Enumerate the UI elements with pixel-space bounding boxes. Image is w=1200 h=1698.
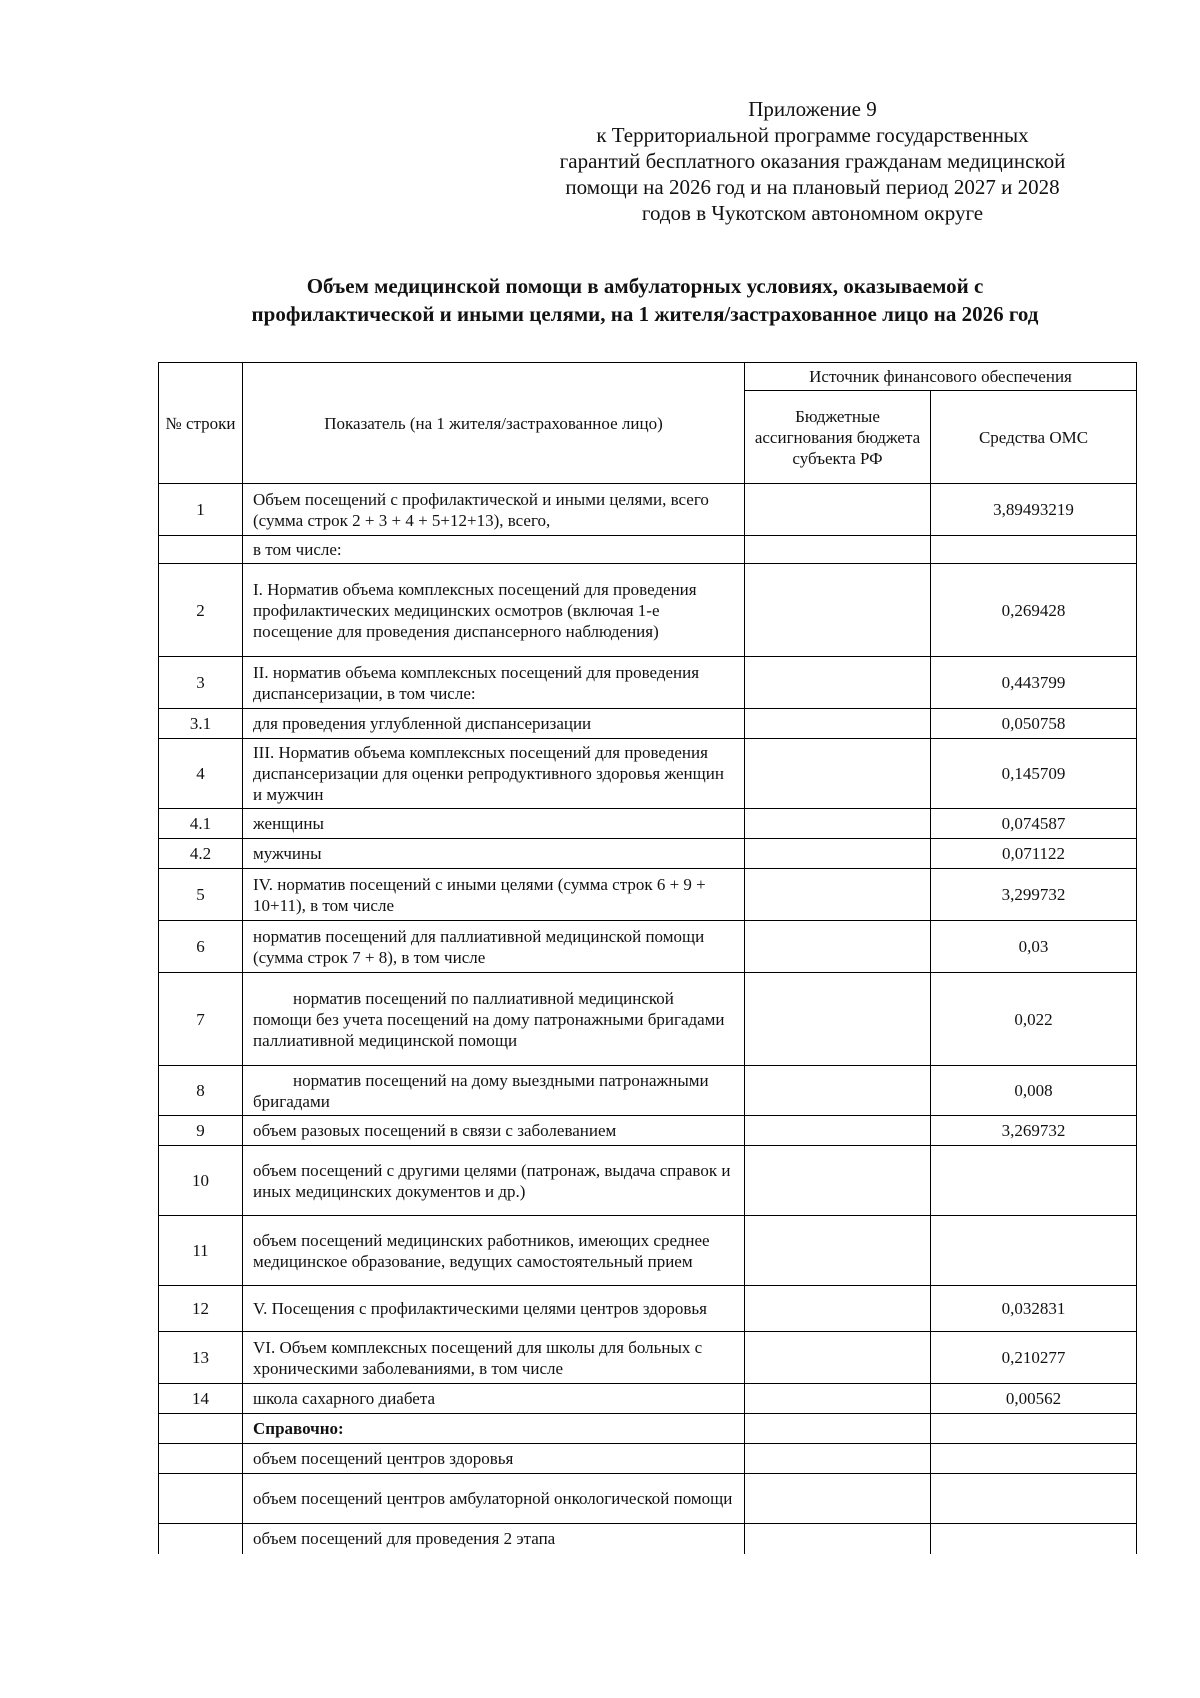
row-budget [745, 1216, 931, 1286]
table-row [159, 657, 1137, 709]
appendix-line: гарантий бесплатного оказания гражданам медицинской [559, 149, 1066, 173]
row-text: норматив посещений по паллиативной медицинской помощи без учета посещений на дому патронажными бригадами паллиативной медицинской помощи [243, 973, 745, 1066]
row-text: Объем посещений с профилактической и иными целями, всего (сумма строк 2 + 3 + 4 + 5+12+13), всего, [243, 484, 745, 536]
row-text: норматив посещений на дому выездными патронажными бригадами [243, 1066, 745, 1116]
row-budget [745, 1444, 931, 1474]
row-oms: 0,008 [931, 1066, 1137, 1116]
row-oms [931, 1216, 1137, 1286]
row-oms: 3,269732 [931, 1116, 1137, 1146]
row-budget [745, 1066, 931, 1116]
row-oms [931, 1474, 1137, 1524]
row-oms [931, 1414, 1137, 1444]
row-budget [745, 1146, 931, 1216]
row-num: 6 [159, 921, 243, 973]
row-num: 10 [159, 1146, 243, 1216]
table-row [159, 869, 1137, 921]
row-text: объем посещений с другими целями (патронаж, выдача справок и иных медицинских документов и др.) [243, 1146, 745, 1216]
table-row [159, 1216, 1137, 1286]
row-oms: 0,032831 [931, 1286, 1137, 1332]
table-row [159, 921, 1137, 973]
row-num: 14 [159, 1384, 243, 1414]
row-oms: 3,299732 [931, 869, 1137, 921]
row-oms: 0,050758 [931, 709, 1137, 739]
document-title [150, 272, 1140, 328]
title-line-1: Объем медицинской помощи в амбулаторных условиях, оказываемой с [306, 274, 984, 298]
row-num: 8 [159, 1066, 243, 1116]
row-oms: 3,89493219 [931, 484, 1137, 536]
row-text: женщины [243, 809, 745, 839]
row-text: Справочно: [243, 1414, 745, 1444]
row-text: в том числе: [243, 536, 745, 564]
row-oms: 0,210277 [931, 1332, 1137, 1384]
table-row [159, 1146, 1137, 1216]
row-num: 11 [159, 1216, 243, 1286]
row-num: 12 [159, 1286, 243, 1332]
table-row [159, 739, 1137, 809]
appendix-line: помощи на 2026 год и на плановый период 2027 и 2028 [565, 175, 1060, 199]
row-text: объем посещений центров амбулаторной онкологической помощи [243, 1474, 745, 1524]
row-num [159, 536, 243, 564]
row-text: объем посещений для проведения 2 этапа [243, 1524, 745, 1554]
row-num: 5 [159, 869, 243, 921]
row-budget [745, 839, 931, 869]
row-oms: 0,00562 [931, 1384, 1137, 1414]
row-budget [745, 1286, 931, 1332]
row-oms: 0,03 [931, 921, 1137, 973]
row-text: объем посещений центров здоровья [243, 1444, 745, 1474]
row-num: 3.1 [159, 709, 243, 739]
row-text: объем посещений медицинских работников, имеющих среднее медицинское образование, ведущих самостоятельный прием [243, 1216, 745, 1286]
table-row [159, 1524, 1137, 1554]
row-budget [745, 1474, 931, 1524]
row-oms: 0,269428 [931, 564, 1137, 657]
table-row [159, 484, 1137, 536]
row-oms: 0,071122 [931, 839, 1137, 869]
row-budget [745, 1116, 931, 1146]
row-num [159, 1444, 243, 1474]
row-oms [931, 1444, 1137, 1474]
row-text: объем разовых посещений в связи с заболеванием [243, 1116, 745, 1146]
row-oms [931, 536, 1137, 564]
header-num: № строки [159, 363, 243, 484]
table-row [159, 709, 1137, 739]
header-oms: Средства ОМС [931, 391, 1137, 484]
row-budget [745, 1524, 931, 1554]
row-text: мужчины [243, 839, 745, 869]
row-text: IV. норматив посещений с иными целями (сумма строк 6 + 9 + 10+11), в том числе [243, 869, 745, 921]
table-row [159, 1286, 1137, 1332]
row-text: V. Посещения с профилактическими целями центров здоровья [243, 1286, 745, 1332]
row-budget [745, 1414, 931, 1444]
table-row [159, 1332, 1137, 1384]
row-num: 4.1 [159, 809, 243, 839]
row-oms [931, 1524, 1137, 1554]
table-row [159, 839, 1137, 869]
appendix-line: Приложение 9 [748, 97, 877, 121]
row-oms: 0,074587 [931, 809, 1137, 839]
row-oms: 0,443799 [931, 657, 1137, 709]
row-text: I. Норматив объема комплексных посещений для проведения профилактических медицинских осмотров (включая 1-е посещение для проведения диспансерного наблюдения) [243, 564, 745, 657]
table-row [159, 1414, 1137, 1444]
row-budget [745, 657, 931, 709]
header-source: Источник финансового обеспечения [745, 363, 1137, 391]
table-row [159, 809, 1137, 839]
row-budget [745, 1332, 931, 1384]
row-num: 9 [159, 1116, 243, 1146]
row-num: 13 [159, 1332, 243, 1384]
row-num: 7 [159, 973, 243, 1066]
appendix-line: годов в Чукотском автономном округе [641, 201, 984, 225]
row-num [159, 1474, 243, 1524]
table-row [159, 536, 1137, 564]
header-indicator: Показатель (на 1 жителя/застрахованное лицо) [243, 363, 745, 484]
appendix-header [500, 96, 1125, 226]
table-row [159, 1474, 1137, 1524]
row-num: 4.2 [159, 839, 243, 869]
row-budget [745, 809, 931, 839]
table-row [159, 1066, 1137, 1116]
row-oms: 0,145709 [931, 739, 1137, 809]
row-num: 2 [159, 564, 243, 657]
row-budget [745, 536, 931, 564]
row-text: для проведения углубленной диспансеризации [243, 709, 745, 739]
row-oms: 0,022 [931, 973, 1137, 1066]
table-row [159, 1384, 1137, 1414]
row-budget [745, 484, 931, 536]
header-budget: Бюджетные ассигнования бюджета субъекта РФ [745, 391, 931, 484]
row-text: норматив посещений для паллиативной медицинской помощи (сумма строк 7 + 8), в том числе [243, 921, 745, 973]
volume-table [158, 362, 1137, 1554]
row-num: 1 [159, 484, 243, 536]
row-num [159, 1414, 243, 1444]
table-header-row [159, 363, 1137, 391]
table-row [159, 564, 1137, 657]
row-budget [745, 869, 931, 921]
row-text: школа сахарного диабета [243, 1384, 745, 1414]
table-row [159, 973, 1137, 1066]
row-num: 3 [159, 657, 243, 709]
row-num [159, 1524, 243, 1554]
row-budget [745, 921, 931, 973]
table-row [159, 1116, 1137, 1146]
row-text: VI. Объем комплексных посещений для школы для больных с хроническими заболеваниями, в том числе [243, 1332, 745, 1384]
row-budget [745, 739, 931, 809]
row-oms [931, 1146, 1137, 1216]
row-budget [745, 564, 931, 657]
row-text: III. Норматив объема комплексных посещений для проведения диспансеризации для оценки репродуктивного здоровья женщин и мужчин [243, 739, 745, 809]
appendix-line: к Территориальной программе государственных [596, 123, 1029, 147]
table-row [159, 1444, 1137, 1474]
row-text: II. норматив объема комплексных посещений для проведения диспансеризации, в том числе: [243, 657, 745, 709]
row-budget [745, 1384, 931, 1414]
row-budget [745, 973, 931, 1066]
title-line-2: профилактической и иными целями, на 1 жителя/застрахованное лицо на 2026 год [251, 302, 1039, 326]
row-budget [745, 709, 931, 739]
row-num: 4 [159, 739, 243, 809]
